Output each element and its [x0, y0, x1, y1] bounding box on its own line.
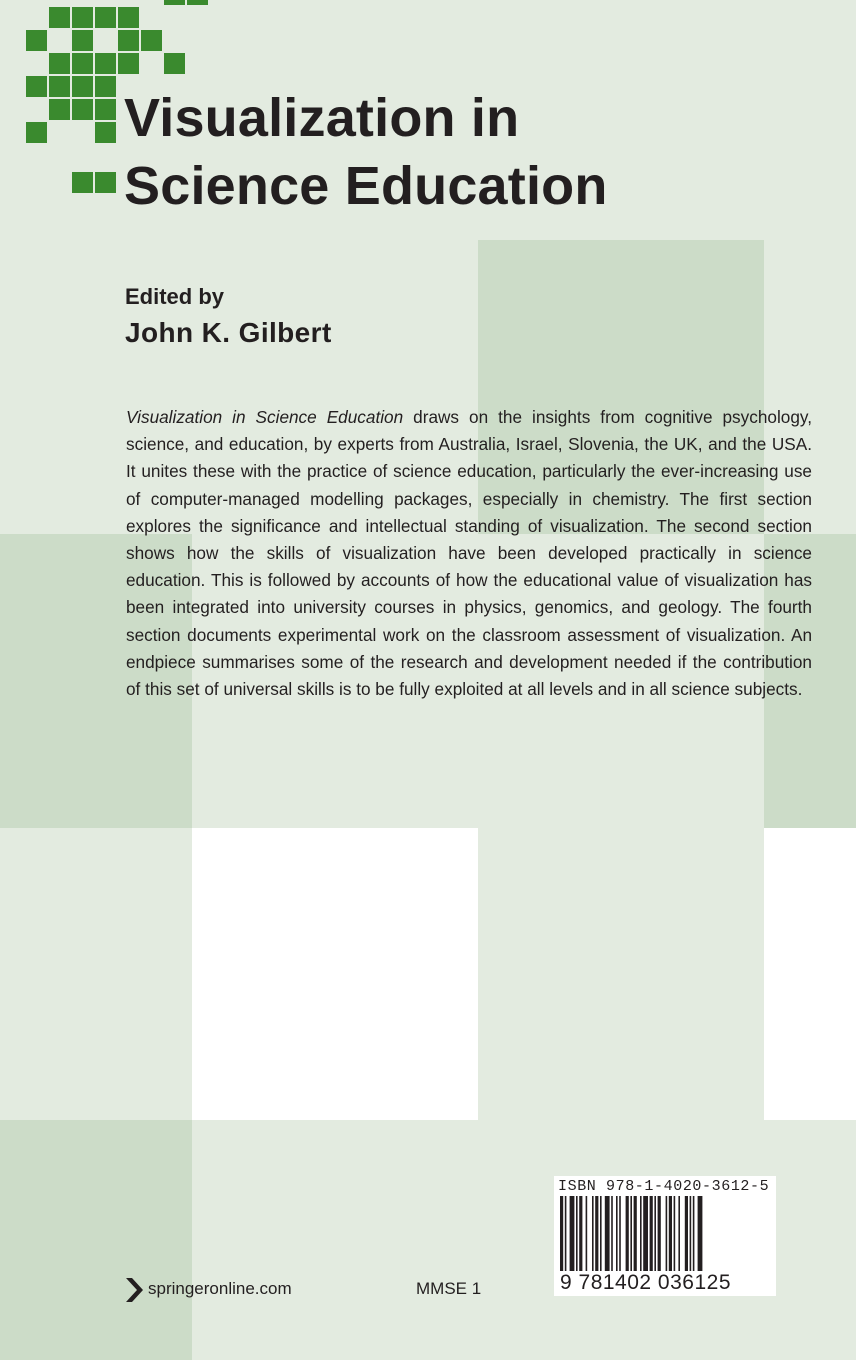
logo-square: [164, 53, 185, 74]
blurb-body: draws on the insights from cognitive psychology, science, and education, by experts from Australia, Israel, Slovenia, the UK, and the USA. It unites these with the practice of science education, particularly the ever-increasing use of computer-managed modelling packages, especially in chemistry. The first section explores the significance and intellectual standing of visualization. The second section shows how the skills of visualization have been developed practically in science education. This is followed by accounts of how the educational value of visualization has been integrated into university courses in physics, genomics, and geology. The fourth section documents experimental work on the classroom assessment of visualization. An endpiece summarises some of the research and development needed if the contribution of this set of universal skills is to be fully exploited at all levels and in all science subjects.: [126, 407, 812, 700]
logo-square: [49, 7, 70, 28]
isbn-label: ISBN 978-1-4020-3612-5: [558, 1178, 770, 1195]
logo-square: [26, 76, 47, 97]
logo-square: [72, 7, 93, 28]
logo-square: [95, 76, 116, 97]
blurb-title: Visualization in Science Education: [126, 407, 404, 427]
logo-square: [118, 30, 139, 51]
logo-square: [95, 172, 116, 193]
edited-by-label: Edited by: [125, 284, 225, 309]
bg-tile: [192, 828, 478, 1120]
logo-square: [141, 30, 162, 51]
bg-tile: [764, 828, 856, 1120]
chevron-right-icon: [124, 1277, 144, 1303]
bg-tile: [0, 1120, 192, 1360]
logo-square: [49, 53, 70, 74]
blurb-paragraph: [126, 404, 812, 703]
logo-square: [118, 7, 139, 28]
logo-square: [187, 0, 208, 5]
logo-square: [95, 122, 116, 143]
logo-square: [72, 76, 93, 97]
logo-square: [72, 99, 93, 120]
logo-square: [72, 172, 93, 193]
series-code: MMSE 1: [416, 1279, 482, 1298]
title-line-2: Science Education: [124, 156, 608, 216]
title-line-1: Visualization in: [124, 88, 520, 148]
logo-square: [26, 122, 47, 143]
bg-tile: [764, 0, 856, 240]
logo-square: [95, 99, 116, 120]
bg-tile: [0, 828, 192, 1120]
book-title: [124, 84, 608, 220]
logo-square: [118, 53, 139, 74]
logo-square: [26, 30, 47, 51]
logo-square: [49, 76, 70, 97]
editor-name: John K. Gilbert: [125, 317, 332, 348]
logo-square: [49, 99, 70, 120]
logo-square: [95, 7, 116, 28]
barcode-digits: 9 781402 036125: [560, 1271, 731, 1294]
logo-square: [72, 53, 93, 74]
logo-square: [95, 53, 116, 74]
bg-tile: [192, 1120, 478, 1360]
website-link[interactable]: springeronline.com: [148, 1279, 292, 1298]
bg-tile: [478, 828, 764, 1120]
logo-square: [72, 30, 93, 51]
logo-square: [164, 0, 185, 5]
bg-tile: [764, 1120, 856, 1360]
barcode: [554, 1176, 776, 1296]
